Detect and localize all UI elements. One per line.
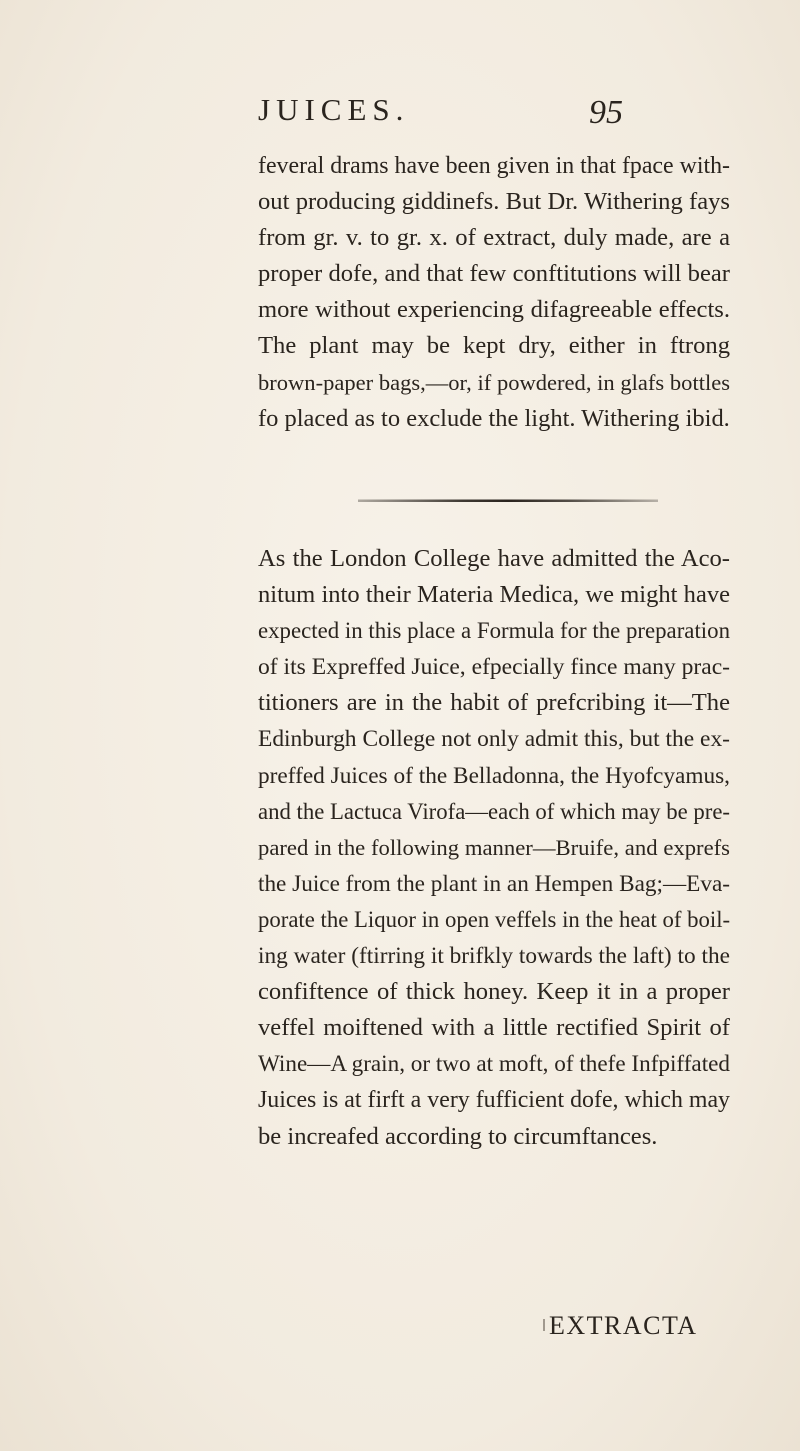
- paragraph-withering: [258, 148, 730, 437]
- text-line: titioners are in the habit of prefcribing it—The: [258, 689, 730, 717]
- text-line: brown-paper bags,—or, if powdered, in glafs bottles: [258, 369, 730, 395]
- text-line: Juices is at firft a very fufficient dofe, which may: [258, 1087, 730, 1114]
- text-line: the Juice from the plant in an Hempen Bag;—Eva-: [258, 870, 730, 897]
- running-title: JUICES.: [258, 92, 410, 127]
- text-line: of its Expreffed Juice, efpecially fince many prac-: [258, 654, 730, 681]
- text-line: feveral drams have been given in that fpace with-: [258, 153, 730, 179]
- text-line: expected in this place a Formula for the preparation: [258, 618, 730, 644]
- page-number: 95: [589, 94, 623, 131]
- text-line: preffed Juices of the Belladonna, the Hyofcyamus,: [258, 762, 730, 789]
- divider-rule: [358, 499, 658, 503]
- section-divider: [358, 499, 658, 502]
- text-line: As the London College have admitted the Aco-: [258, 545, 730, 572]
- text-line: nitum into their Materia Medica, we might have: [258, 581, 730, 609]
- text-line: porate the Liquor in open veffels in the heat of boil-: [258, 906, 731, 932]
- text-line: ing water (ftirring it brifkly towards the laft) to the: [258, 943, 730, 970]
- text-line: veffel moiftened with a little rectified Spirit of: [258, 1014, 730, 1042]
- text-line: out producing giddinefs. But Dr. Withering fays: [258, 188, 730, 216]
- text-line: proper dofe, and that few conftitutions will bear: [258, 260, 730, 288]
- ink-mark: [543, 1319, 545, 1331]
- text-line: fo placed as to exclude the light. Withering ibid.: [258, 404, 730, 432]
- text-line: be increafed according to circumftances.: [258, 1122, 658, 1150]
- text-line: pared in the following manner—Bruife, and exprefs: [258, 834, 730, 860]
- catchword: EXTRACTA: [549, 1311, 698, 1340]
- paragraph-expressed-juices: [258, 541, 730, 1155]
- text-line: The plant may be kept dry, either in ftrong: [258, 332, 730, 360]
- page-header: [0, 92, 800, 142]
- text-line: and the Lactuca Virofa—each of which may be pre-: [258, 798, 730, 824]
- text-line: Wine—A grain, or two at moft, of thefe Infpiffated: [258, 1051, 730, 1078]
- text-line: from gr. v. to gr. x. of extract, duly made, are a: [258, 224, 730, 252]
- text-line: more without experiencing difagreeable effects.: [258, 296, 730, 324]
- text-line: confiftence of thick honey. Keep it in a proper: [258, 978, 730, 1006]
- text-line: Edinburgh College not only admit this, but the ex-: [258, 726, 730, 753]
